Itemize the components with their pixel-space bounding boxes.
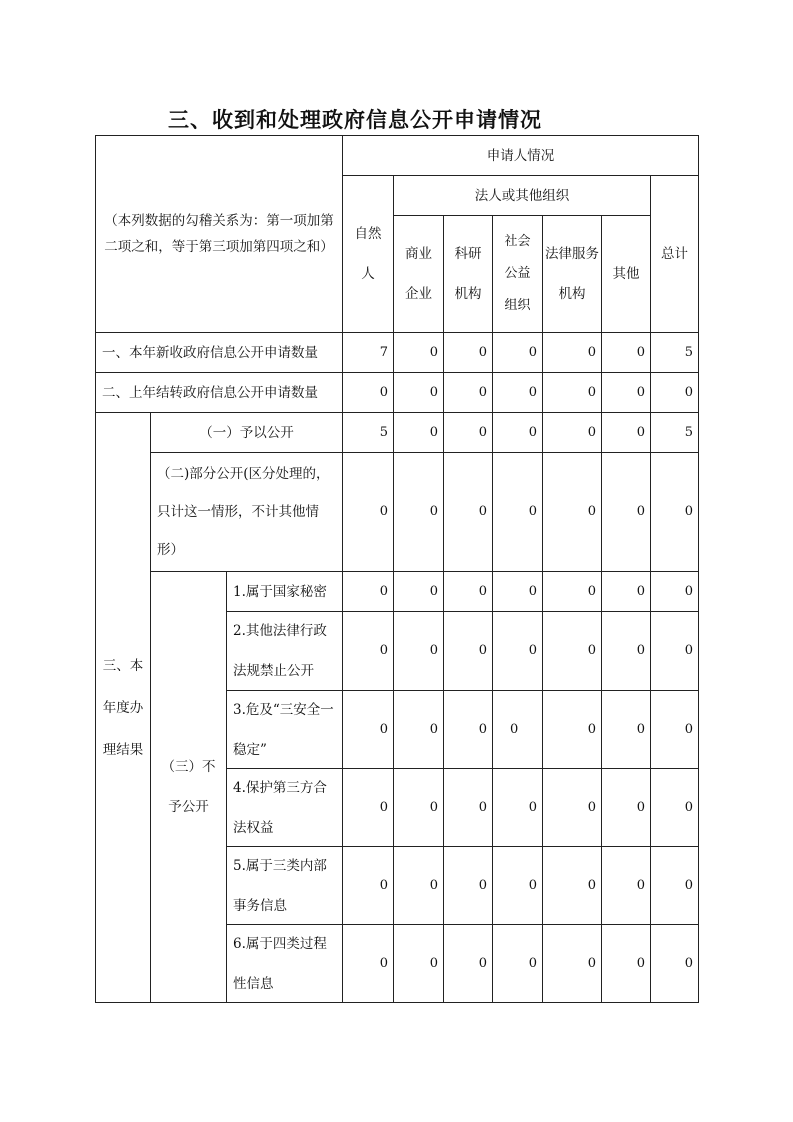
- value-cell: 0: [342, 611, 394, 691]
- value-cell: 0: [492, 611, 543, 691]
- value-cell: 0: [342, 571, 394, 612]
- value-cell: 0: [650, 611, 699, 691]
- value-cell: 0: [542, 690, 602, 769]
- application-table: [95, 135, 699, 1003]
- refuse-item-6-label: 6.属于四类过程性信息: [226, 924, 343, 1003]
- value-cell: 0: [542, 768, 602, 847]
- header-commercial: 商业企业: [393, 215, 444, 333]
- value-cell: 0: [601, 690, 651, 769]
- value-cell: 0: [443, 412, 493, 453]
- value-cell: 0: [393, 690, 444, 769]
- value-cell: 0: [443, 768, 493, 847]
- value-cell: 0: [342, 690, 394, 769]
- value-cell: 0: [443, 611, 493, 691]
- value-cell: 0: [601, 332, 651, 373]
- value-cell: 0: [492, 452, 543, 572]
- header-applicant: 申请人情况: [342, 135, 699, 176]
- value-cell: 0: [342, 924, 394, 1003]
- value-cell: 0: [542, 452, 602, 572]
- header-note: （本列数据的勾稽关系为：第一项加第二项之和，等于第三项加第四项之和）: [104, 213, 334, 255]
- header-social: 社会公益组织: [492, 215, 543, 333]
- row1-label: 一、本年新收政府信息公开申请数量: [95, 332, 343, 373]
- value-cell: 5: [650, 332, 699, 373]
- value-cell: 0: [492, 768, 543, 847]
- header-research: 科研机构: [443, 215, 493, 333]
- refuse-label: （三）不予公开: [150, 571, 227, 1003]
- value-cell: 0: [650, 372, 699, 413]
- value-cell: 0: [393, 412, 444, 453]
- open-label: （一）予以公开: [150, 412, 343, 453]
- header-total: 总计: [650, 175, 699, 333]
- value-cell: 0: [601, 412, 651, 453]
- header-legal-group: 法人或其他组织: [393, 175, 651, 216]
- value-cell: 0: [601, 846, 651, 925]
- value-cell: 0: [492, 690, 543, 769]
- value-cell: 0: [443, 452, 493, 572]
- value-cell: 0: [492, 412, 543, 453]
- value-cell: 0: [492, 332, 543, 373]
- value-cell: 0: [342, 768, 394, 847]
- value-cell: 0: [342, 452, 394, 572]
- value-cell: 0: [542, 924, 602, 1003]
- value-cell: 0: [443, 924, 493, 1003]
- value-cell: 0: [393, 924, 444, 1003]
- value-cell: 0: [542, 846, 602, 925]
- value-cell: 0: [443, 571, 493, 612]
- value-cell: 5: [650, 412, 699, 453]
- value-cell: 0: [650, 690, 699, 769]
- value-cell: 0: [492, 372, 543, 413]
- value-cell: 0: [542, 332, 602, 373]
- value-cell: 0: [492, 924, 543, 1003]
- refuse-item-5-label: 5.属于三类内部事务信息: [226, 846, 343, 925]
- value-cell: 0: [542, 611, 602, 691]
- header-note-cell: [95, 135, 343, 333]
- value-cell: 0: [650, 846, 699, 925]
- refuse-item-2-label: 2.其他法律行政法规禁止公开: [226, 611, 343, 691]
- value-cell: 0: [542, 372, 602, 413]
- refuse-item-3-label: 3.危及“三安全一稳定”: [226, 690, 343, 769]
- partial-label: （二)部分公开(区分处理的，只计这一情形，不计其他情形）: [150, 452, 343, 572]
- value-cell: 0: [601, 611, 651, 691]
- row2-label: 二、上年结转政府信息公开申请数量: [95, 372, 343, 413]
- value-cell: 0: [443, 332, 493, 373]
- value-cell: 0: [542, 412, 602, 453]
- value-cell: 0: [342, 846, 394, 925]
- section3-label: 三、本年度办理结果: [95, 412, 151, 1003]
- value-cell: 0: [650, 768, 699, 847]
- value-cell: 0: [393, 571, 444, 612]
- header-natural-person: 自然人: [342, 175, 394, 333]
- value-cell: 0: [393, 768, 444, 847]
- refuse-item-4-label: 4.保护第三方合法权益: [226, 768, 343, 847]
- value-cell: 5: [342, 412, 394, 453]
- value-cell: 0: [650, 452, 699, 572]
- value-cell: 0: [492, 846, 543, 925]
- value-cell: 0: [393, 611, 444, 691]
- value-cell: 0: [601, 571, 651, 612]
- header-legal-service: 法律服务机构: [542, 215, 602, 333]
- value-cell: 0: [443, 846, 493, 925]
- value-cell: 0: [492, 571, 543, 612]
- value-cell: 0: [542, 571, 602, 612]
- value-cell: 0: [601, 768, 651, 847]
- value-cell: 0: [601, 452, 651, 572]
- value-cell: 0: [601, 372, 651, 413]
- value-cell: 0: [443, 690, 493, 769]
- value-cell: 0: [393, 332, 444, 373]
- value-cell: 7: [342, 332, 394, 373]
- value-cell: 0: [650, 924, 699, 1003]
- value-cell: 0: [601, 924, 651, 1003]
- value-cell: 0: [393, 372, 444, 413]
- value-cell: 0: [650, 571, 699, 612]
- value-cell: 0: [393, 452, 444, 572]
- page-title: 三、收到和处理政府信息公开申请情况: [168, 108, 542, 132]
- refuse-item-1-label: 1.属于国家秘密: [226, 571, 343, 612]
- value-cell: 0: [342, 372, 394, 413]
- value-cell: 0: [393, 846, 444, 925]
- header-other: 其他: [601, 215, 651, 333]
- value-cell: 0: [443, 372, 493, 413]
